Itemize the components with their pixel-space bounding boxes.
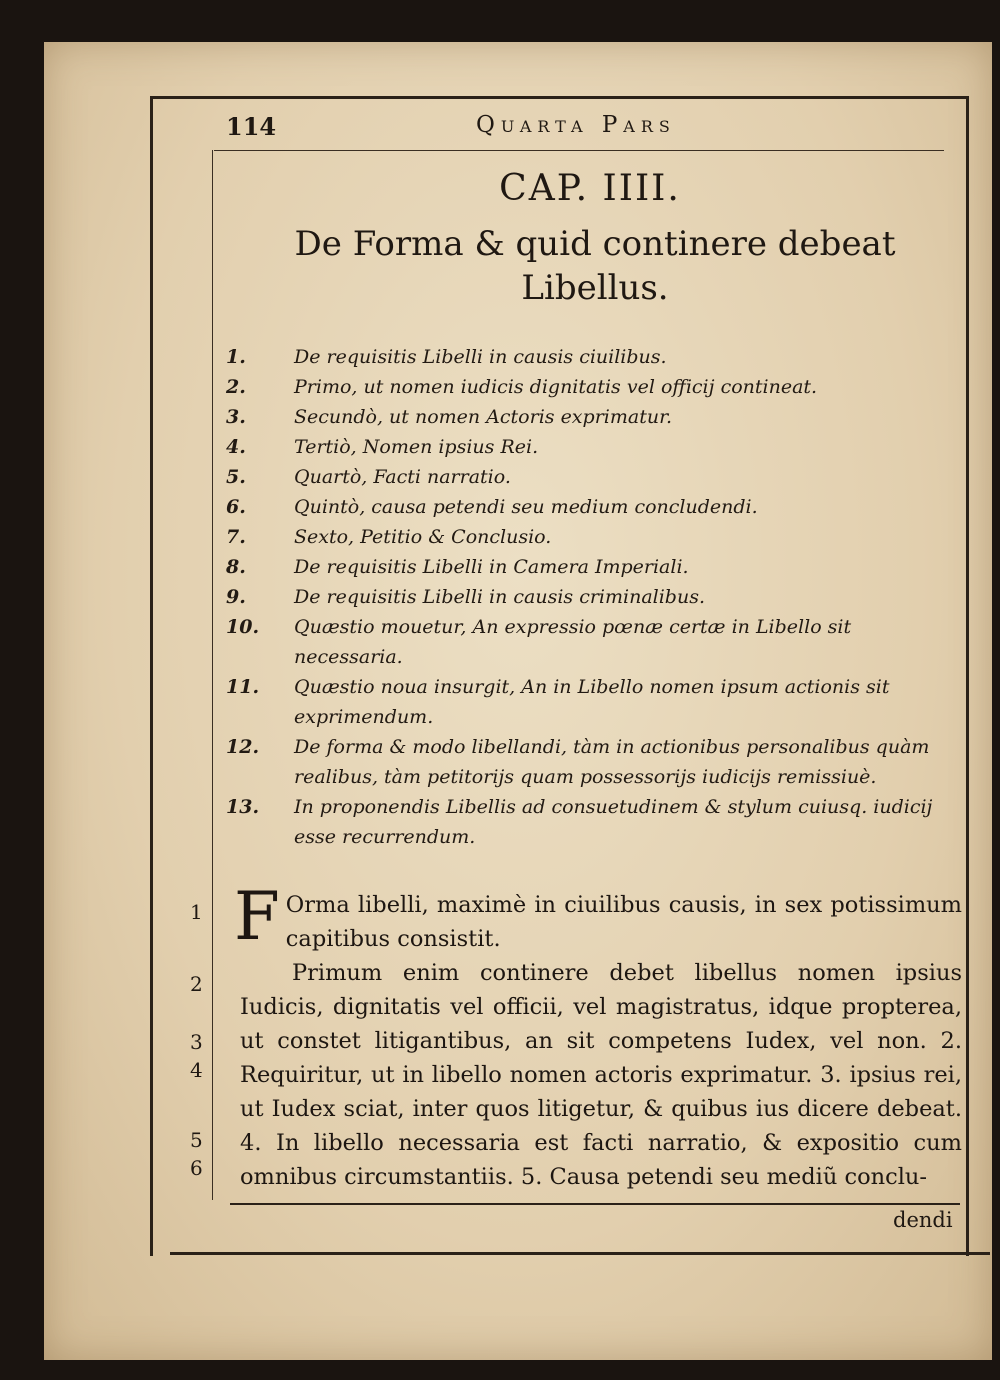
page-number: 114 [226,112,277,141]
bottom-rule [170,1252,990,1255]
margin-number: 1 [190,900,203,924]
summary-number: 10. [226,616,260,638]
running-head: Quarta Pars [476,112,676,138]
body-text [234,878,962,1194]
summary-text: In proponendis Libellis ad consuetudinem & stylum cuiusq. iudicij esse recurrendum. [294,796,933,848]
summary-item [226,792,966,852]
summary-number: 2. [226,376,246,398]
summary-text: De requisitis Libelli in Camera Imperiali. [294,556,689,578]
summary-item [226,462,966,492]
summary-item [226,582,966,612]
summary-text: De forma & modo libellandi, tàm in actionibus personalibus quàm realibus, tàm petitorijs quam possessorijs iudicijs remissiuè. [294,736,930,788]
summary-item [226,372,966,402]
chapter-title-line-1: De Forma & quid continere debeat [294,224,896,264]
paragraph-2: Primum enim continere debet libellus nomen ipsius Iudicis, dignitatis vel officii, vel magistratus, idque propterea, ut constet litigantibus, an sit competens Iudex, vel non. 2. Requiritur, ut in libello nomen actoris exprimatur. 3. ipsius rei, ut Iudex sciat, inter quos litigetur, & quibus ius dicere debeat. 4. In libello necessaria est facti narratio, & expositio cum omnibus circumstantiis. 5. Causa petendi seu mediũ conclu- [240,960,962,1190]
summary-number: 1. [226,346,246,368]
summary-item [226,432,966,462]
summary-number: 8. [226,556,246,578]
summary-number: 6. [226,496,246,518]
paragraph-1 [234,878,962,956]
header-rule [214,150,944,151]
summary-text: Secundò, ut nomen Actoris exprimatur. [294,406,673,428]
chapter-title-line-2: Libellus. [521,268,669,308]
summary-number: 13. [226,796,260,818]
summary-text: De requisitis Libelli in causis criminalibus. [294,586,705,608]
summary-text: Tertiò, Nomen ipsius Rei. [294,436,539,458]
margin-number: 6 [190,1156,203,1180]
inner-left-rule [212,150,213,1200]
summary-item [226,522,966,552]
margin-number: 5 [190,1128,203,1152]
summary-item [226,732,966,792]
summary-text: Quartò, Facti narratio. [294,466,511,488]
summary-item [226,342,966,372]
summary-number: 9. [226,586,246,608]
summary-number: 11. [226,676,260,698]
summary-text: Quæstio noua insurgit, An in Libello nomen ipsum actionis sit exprimendum. [294,676,890,728]
summary-item [226,672,966,732]
summary-number: 4. [226,436,246,458]
summary-number: 3. [226,406,246,428]
margin-number: 3 [190,1030,203,1054]
summary-text: Quintò, causa petendi seu medium concludendi. [294,496,758,518]
margin-number: 2 [190,972,203,996]
summary-number: 5. [226,466,246,488]
right-border-rule [966,96,969,1256]
chapter-heading: CAP. IIII. [499,168,681,209]
summary-item [226,612,966,672]
summary-text: Quæstio mouetur, An expressio pœnæ certæ in Libello sit necessaria. [294,616,852,668]
catchword: dendi [893,1208,953,1232]
summary-item [226,552,966,582]
summary-number: 12. [226,736,260,758]
summary-text: Sexto, Petitio & Conclusio. [294,526,552,548]
drop-cap: F [234,878,280,955]
margin-number: 4 [190,1058,203,1082]
summary-number: 7. [226,526,246,548]
top-rule [150,96,968,99]
chapter-title [250,222,940,310]
summary-item [226,492,966,522]
left-border-rule [150,96,153,1256]
summary-item [226,402,966,432]
chapter-summary-list [226,342,966,852]
summary-text: De requisitis Libelli in causis ciuilibus. [294,346,667,368]
summary-text: Primo, ut nomen iudicis dignitatis vel officij contineat. [294,376,818,398]
footer-rule [230,1203,960,1205]
paragraph-1-text: Orma libelli, maximè in ciuilibus causis, in sex potissimum capitibus consistit. [285,892,962,952]
